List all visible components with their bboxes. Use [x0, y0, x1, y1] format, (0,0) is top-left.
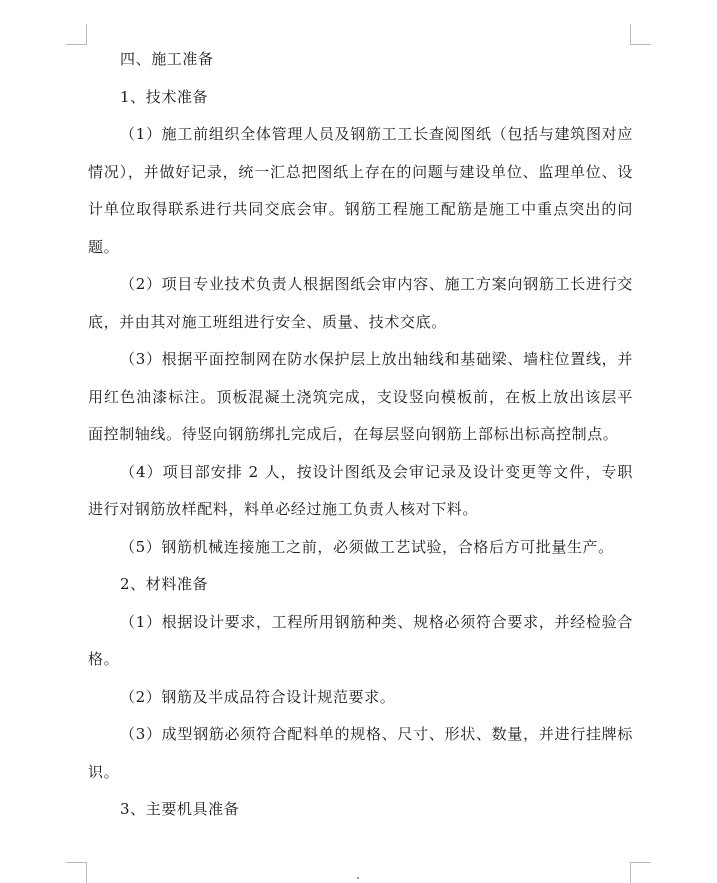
- subsection-heading: 1、技术准备: [120, 87, 209, 106]
- crop-mark-top-left: [66, 24, 87, 45]
- paragraph: （1）根据设计要求，工程所用钢筋种类、规格必须符合要求，并经检验合格。: [88, 612, 633, 668]
- paragraph: （3）根据平面控制网在防水保护层上放出轴线和基础梁、墙柱位置线，并用红色油漆标注。顶板混凝土浇筑完成，支设竖向模板前，在板上放出该层平面控制轴线。待竖向钢筋绑扎完成后，在每层竖向钢筋上部标出标高控制点。: [88, 350, 633, 443]
- section-heading: 四、施工准备: [120, 50, 214, 68]
- page-marker-dot: [357, 877, 359, 879]
- paragraph: （5）钢筋机械连接施工之前，必须做工艺试验，合格后方可批量生产。: [120, 537, 614, 556]
- crop-mark-bottom-right: [630, 862, 651, 883]
- paragraph: （1）施工前组织全体管理人员及钢筋工工长查阅图纸（包括与建筑图对应情况），并做好记录，统一汇总把图纸上存在的问题与建设单位、监理单位、设计单位取得联系进行共同交底会审。钢筋工程施工配筋是施工中重点突出的问题。: [88, 125, 633, 256]
- subsection-heading: 2、材料准备: [120, 575, 209, 593]
- crop-mark-bottom-left: [66, 862, 87, 883]
- paragraph: （3）成型钢筋必须符合配料单的规格、尺寸、形状、数量，并进行挂牌标识。: [88, 725, 633, 781]
- crop-mark-top-right: [630, 24, 651, 45]
- paragraph: （4）项目部安排 2 人，按设计图纸及会审记录及设计变更等文件，专职进行对钢筋放样配料，料单必经过施工负责人核对下料。: [88, 462, 633, 518]
- paragraph: （2）钢筋及半成品符合设计规范要求。: [120, 687, 396, 706]
- paragraph: （2）项目专业技术负责人根据图纸会审内容、施工方案向钢筋工长进行交底，并由其对施工班组进行安全、质量、技术交底。: [88, 275, 633, 331]
- subsection-heading: 3、主要机具准备: [120, 800, 240, 818]
- document-body: [88, 41, 633, 829]
